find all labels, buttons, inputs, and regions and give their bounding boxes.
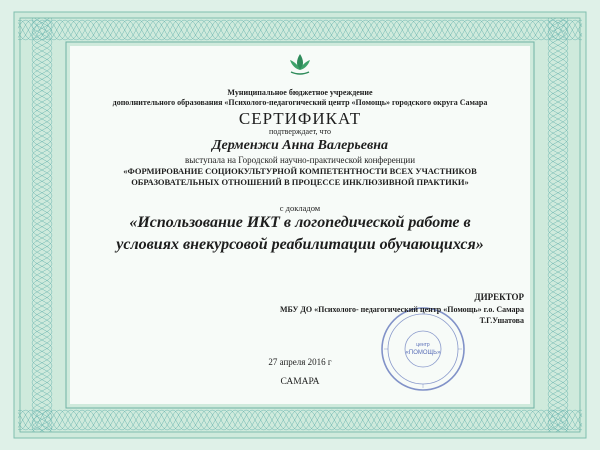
signatory-name: Т.Г.Ушатова	[479, 316, 524, 325]
report-topic-line-1: «Использование ИКТ в логопедической работе в	[129, 214, 471, 231]
confirms-text: подтверждает, что	[269, 127, 331, 136]
seal-center-text: «ПОМОЩЬ»	[405, 350, 441, 356]
org-line-2: дополнительного образования «Психолого-педагогический центр «Помощь» городского округа Самара	[112, 98, 488, 107]
issue-date: 27 апреля 2016 г	[268, 357, 332, 367]
seal-center-small: центр	[416, 342, 430, 348]
flower-logo-icon	[287, 52, 313, 76]
conference-title-line-1: «ФОРМИРОВАНИЕ СОЦИОКУЛЬТУРНОЙ КОМПЕТЕНТНОСТИ ВСЕХ УЧАСТНИКОВ	[123, 166, 477, 176]
signatory-role: ДИРЕКТОР	[474, 292, 524, 302]
spoke-at-text: выступала на Городской научно-практической конференции	[184, 155, 416, 165]
issue-city: САМАРА	[280, 377, 320, 387]
conference-title-line-2: ОБРАЗОВАТЕЛЬНЫХ ОТНОШЕНИЙ В ПРОЦЕССЕ ИНКЛЮЗИВНОЙ ПРАКТИКИ»	[131, 177, 469, 187]
signatory-institution: МБУ ДО «Психолого- педагогический центр «Помощь» г.о. Самара	[279, 305, 524, 314]
with-report-text: с докладом	[279, 203, 321, 213]
report-topic-line-2: условиях внекурсовой реабилитации обучающихся»	[116, 236, 484, 253]
recipient-name: Дерменжи Анна Валерьевна	[211, 138, 389, 153]
org-line-1: Муниципальное бюджетное учреждение	[227, 88, 373, 97]
certificate-title: СЕРТИФИКАТ	[238, 109, 362, 128]
